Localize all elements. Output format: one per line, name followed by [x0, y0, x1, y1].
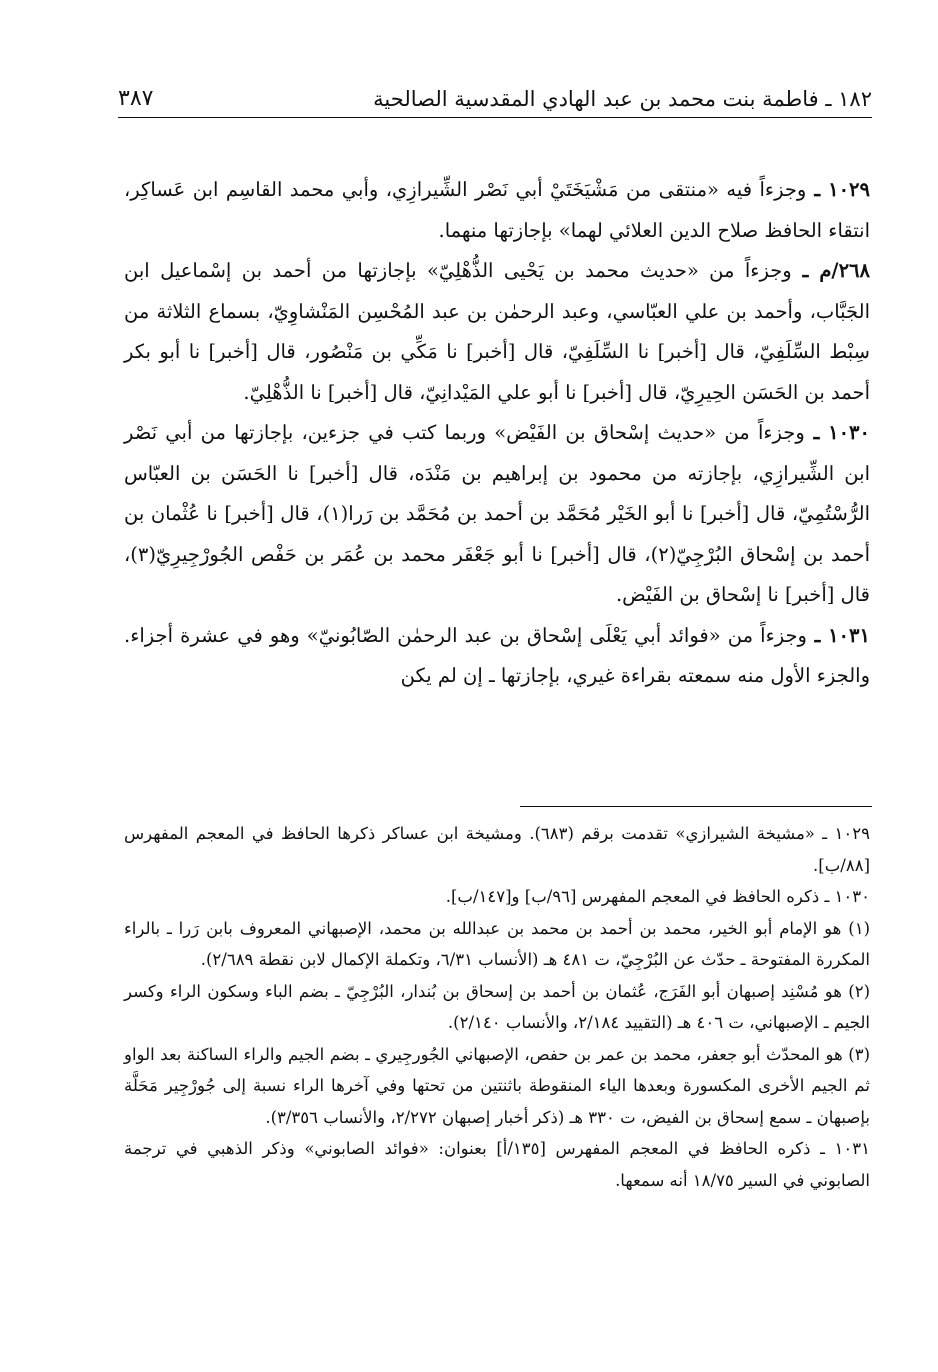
entry-number: ١٠٣١ ـ: [806, 623, 870, 647]
entry-1029: [124, 170, 870, 251]
entry-268m: [124, 251, 870, 413]
footnote-divider: [520, 806, 872, 807]
footnotes: [124, 818, 870, 1196]
page-number: ٣٨٧: [118, 86, 154, 111]
entry-number: ٢٦٨/م ـ: [791, 259, 870, 282]
entry-number: ١٠٢٩ ـ: [806, 178, 870, 201]
main-text: [124, 170, 870, 697]
entry-text: وجزءاً من «حديث محمد بن يَحْيى الذُّهْلِيّ» بإجازتها من أحمد بن إسْماعيل ابن الجَبَّاب، وأحمد بن علي العبّاسي، وعبد الرحمٰن بن عبد المُحْسِن المَنْشاوِيّ، بسماع الثلاثة من سِبْط السِّلَفِيّ، قال [أخبر] نا السِّلَفِيّ، قال [أخبر] نا مَكِّي بن مَنْصُور، قال [أخبر] نا أبو بكر أحمد بن الحَسَن الحِيرِيّ، قال [أخبر] نا أبو علي المَيْدانِيّ، قال [أخبر] نا الذُّهْلِيّ.: [124, 259, 870, 404]
footnote-1029: ١٠٢٩ ـ «مشيخة الشيرازي» تقدمت برقم (٦٨٣). ومشيخة ابن عساكر ذكرها الحافظ في المعجم المفهرس [٨٨/ب].: [124, 824, 870, 875]
entry-text: وجزءاً من «حديث إسْحاق بن الفَيْض» وربما كتب في جزءين، بإجازتها من أبي نَصْر ابن الشِّيرازِي، بإجازته من محمود بن إبراهيم بن مَنْدَه، قال [أخبر] نا الحَسَن بن العبّاس الرُّسْتُمِيّ، قال [أخبر] نا أبو الخَيْر مُحَمَّد بن أحمد بن مُحَمَّد بن رَرا(١)، قال [أخبر] نا عُثْمان بن أحمد بن إسْحاق البُرْجِيّ(٢)، قال [أخبر] نا أبو جَعْفَر محمد بن عُمَر بن حَفْص الجُورْجِيرِيّ(٣)، قال [أخبر] نا إسْحاق بن الفَيْض.: [124, 421, 870, 606]
footnote-1031: ١٠٣١ ـ ذكره الحافظ في المعجم المفهرس [١٣٥/أ] بعنوان: «فوائد الصابوني» وذكر الذهبي في ترجمة الصابوني في السير ١٨/٧٥ أنه سمعها.: [124, 1139, 870, 1190]
header-title: ١٨٢ ـ فاطمة بنت محمد بن عبد الهادي المقدسية الصالحية: [373, 87, 872, 111]
entry-number: ١٠٣٠ ـ: [804, 421, 870, 444]
entry-1030: [124, 413, 870, 616]
footnote-1030: ١٠٣٠ ـ ذكره الحافظ في المعجم المفهرس [٩٦/ب] و[١٤٧/ب].: [445, 887, 870, 906]
entry-text: وجزءاً من «فوائد أبي يَعْلَى إسْحاق بن عبد الرحمٰن الصّابُونيّ» وهو في عشرة أجزاء. والجزء الأول منه سمعته بقراءة غيري، بإجازتها ـ إن لم يكن: [124, 623, 870, 687]
running-header: [118, 78, 872, 118]
entry-1031: [124, 616, 870, 697]
entry-text: وجزءاً فيه «منتقى من مَشْيَخَتَيْ أبي نَصْر الشِّيرازِي، وأبي محمد القاسِم ابن عَساكِر، انتقاء الحافظ صلاح الدين العلائي لهما» بإجازتها منهما.: [124, 178, 870, 242]
footnote-1: (١) هو الإمام أبو الخير، محمد بن أحمد بن محمد بن عبدالله بن محمد، الإصبهاني المعروف بابن رَرا ـ بالراء المكررة المفتوحة ـ حدّث عن البُرْجِيّ، ت ٤٨١ هـ (الأنساب ٦/٣١، وتكملة الإكمال لابن نقطة ٢/٦٨٩).: [124, 918, 870, 969]
footnote-3: (٣) هو المحدّث أبو جعفر، محمد بن عمر بن حفص، الإصبهاني الجُورجِيري ـ بضم الجيم والراء الساكنة بعد الواو ثم الجيم الأخرى المكسورة وبعدها الياء المنقوطة باثنتين من تحتها وفي آخرها الراء نسبة إلى جُورْجِير مَحَلَّة بإصبهان ـ سمع إسحاق بن الفيض، ت ٣٣٠ هـ (ذكر أخبار إصبهان ٢/٢٧٢، والأنساب ٣/٣٥٦).: [124, 1044, 870, 1127]
footnote-2: (٢) هو مُسْنِد إصبهان أبو الفَرَج، عُثمان بن أحمد بن إسحاق بن بُندار، البُرْجِيّ ـ بضم الباء وسكون الراء وكسر الجيم ـ الإصبهاني، ت ٤٠٦ هـ (التقييد ٢/١٨٤، والأنساب ٢/١٤٠).: [124, 981, 870, 1032]
